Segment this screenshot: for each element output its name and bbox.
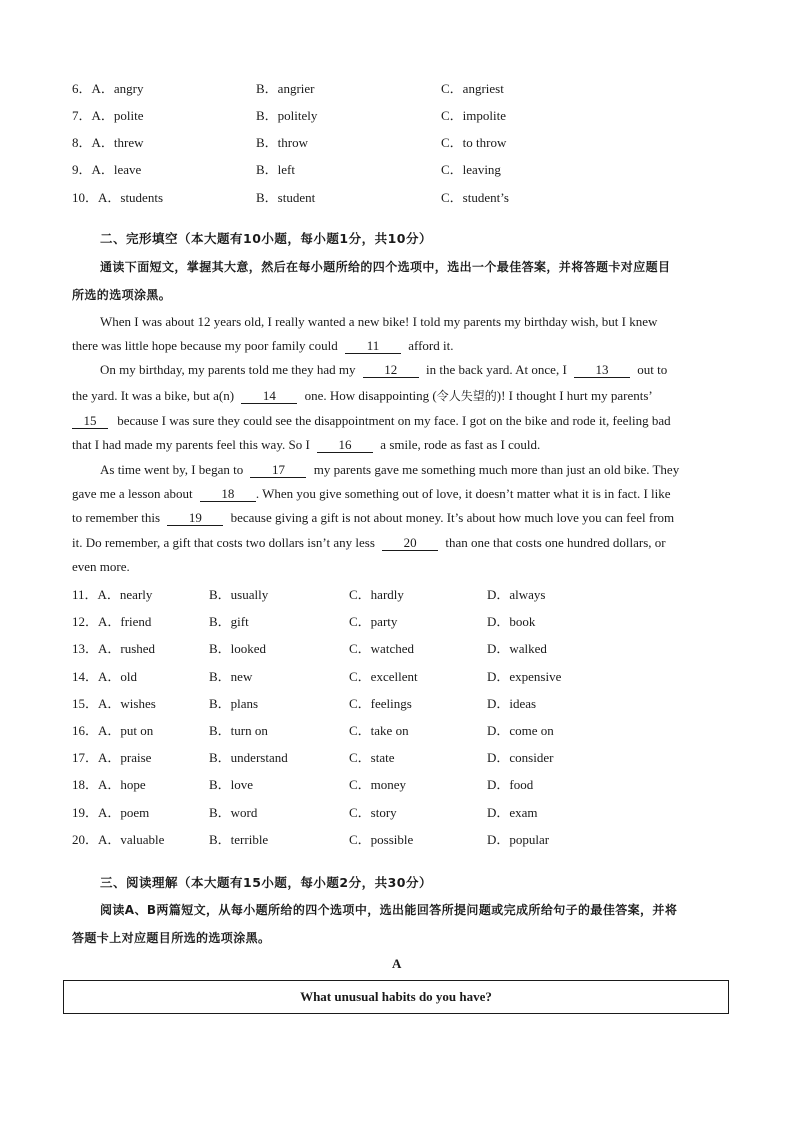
- q19-option-d: D．exam: [487, 804, 538, 820]
- q11-option-a: 11．A．nearly: [72, 587, 153, 602]
- q12-option-a: 12．A．friend: [72, 614, 152, 630]
- q17-option-d: D．consider: [487, 750, 554, 766]
- q20-option-c: C．possible: [349, 831, 414, 847]
- q14-option-d: D．expensive: [487, 668, 562, 684]
- q14-option-a: 14．A．old: [72, 668, 138, 684]
- blank-14: 14: [241, 389, 297, 404]
- q17-option-c: C．state: [349, 750, 395, 766]
- blank-13: 13: [574, 363, 630, 378]
- blank-12: 12: [363, 363, 419, 378]
- q11-option-b: B．usually: [209, 587, 269, 602]
- section-3-instruction-line-2: 答题卡上对应题目所选的选项涂黑。: [72, 931, 271, 945]
- passage-line: [100, 462, 679, 478]
- q18-option-c: C．money: [349, 777, 407, 793]
- q18-option-d: D．food: [487, 777, 534, 793]
- q12-option-b: B．gift: [209, 614, 249, 630]
- q7-option-b: B．politely: [256, 108, 318, 123]
- passage-line: [72, 510, 674, 526]
- passage-text: afford it.: [408, 338, 454, 353]
- passage-line: [100, 362, 667, 378]
- q7-option-a: 7．A．polite: [72, 108, 144, 123]
- passage-text: gave me a lesson about: [72, 486, 193, 501]
- q20-option-a: 20．A．valuable: [72, 831, 165, 847]
- passage-text: in the back yard. At once, I: [426, 362, 567, 377]
- passage-text: there was little hope because my poor family could: [72, 338, 338, 353]
- passage-line: [72, 486, 671, 502]
- passage-line: [72, 338, 453, 354]
- passage-text: my parents gave me something much more than just an old bike. They: [313, 462, 680, 477]
- passage-text: )! I thought I hurt my parents’: [496, 388, 653, 403]
- passage-text: As time went by, I began to: [100, 462, 244, 477]
- q9-option-c: C．leaving: [441, 162, 501, 177]
- passage-text: than one that costs one hundred dollars, or: [445, 535, 666, 550]
- passage-a-title-box: [63, 980, 729, 1014]
- q10-option-a: 10．A．students: [72, 190, 164, 205]
- q16-option-b: B．turn on: [209, 723, 268, 738]
- q13-option-d: D．walked: [487, 641, 547, 657]
- q15-option-a: 15．A．wishes: [72, 695, 156, 711]
- passage-line: When I was about 12 years old, I really wanted a new bike! I told my parents my birthday wish, but I knew: [100, 314, 658, 329]
- blank-20: 20: [382, 536, 438, 551]
- passage-text: one. How disappointing (: [304, 388, 437, 403]
- q15-option-d: D．ideas: [487, 695, 537, 711]
- passage-text: that I had made my parents feel this way. So I: [72, 437, 310, 452]
- q20-option-b: B．terrible: [209, 831, 269, 847]
- q20-option-d: D．popular: [487, 831, 550, 847]
- passage-line: [72, 535, 666, 551]
- q6-option-c: C．angriest: [441, 81, 504, 96]
- q17-option-b: B．understand: [209, 750, 288, 766]
- passage-text: to remember this: [72, 510, 161, 525]
- q7-option-c: C．impolite: [441, 108, 507, 123]
- passage-text: the yard. It was a bike, but a(n): [72, 388, 235, 403]
- q17-option-a: 17．A．praise: [72, 750, 152, 766]
- q8-option-b: B．throw: [256, 135, 309, 150]
- q19-option-b: B．word: [209, 804, 258, 820]
- passage-text: because I was sure they could see the disappointment on my face. I got on the bike and rode it, feeling bad: [117, 413, 671, 428]
- q16-option-c: C．take on: [349, 723, 409, 738]
- section-2-instruction-line-1: 通读下面短文，掌握其大意，然后在每小题所给的四个选项中，选出一个最佳答案，并将答题卡对应题目: [100, 260, 671, 274]
- passage-text: out to: [637, 362, 668, 377]
- blank-19: 19: [167, 511, 223, 526]
- q16-option-d: D．come on: [487, 723, 554, 738]
- passage-text: because giving a gift is not about money. It’s about how much love you can feel from: [230, 510, 675, 525]
- q9-option-b: B．left: [256, 162, 295, 177]
- q11-option-d: D．always: [487, 587, 546, 602]
- blank-18: 18: [200, 487, 256, 502]
- passage-text: it. Do remember, a gift that costs two dollars isn’t any less: [72, 535, 375, 550]
- q19-option-c: C．story: [349, 804, 397, 820]
- section-2-title: 二、完形填空（本大题有10小题，每小题1分，共10分）: [100, 231, 432, 246]
- q15-option-b: B．plans: [209, 695, 259, 711]
- q13-option-c: C．watched: [349, 641, 414, 657]
- q12-option-d: D．book: [487, 614, 536, 630]
- passage-a-label: A: [392, 956, 402, 971]
- section-3-title: 三、阅读理解（本大题有15小题，每小题2分，共30分）: [100, 875, 432, 890]
- passage-line: [72, 413, 671, 429]
- q13-option-b: B．looked: [209, 641, 267, 657]
- q10-option-b: B．student: [256, 190, 316, 205]
- q6-option-b: B．angrier: [256, 81, 315, 96]
- passage-a-title: What unusual habits do you have?: [300, 989, 492, 1004]
- section-2-instruction-line-2: 所选的选项涂黑。: [72, 288, 172, 302]
- q8-option-c: C．to throw: [441, 135, 507, 150]
- passage-text: a smile, rode as fast as I could.: [380, 437, 541, 452]
- passage-line: even more.: [72, 559, 130, 574]
- passage-line: [72, 387, 653, 404]
- q18-option-b: B．love: [209, 777, 254, 793]
- section-3-instruction-line-1: 阅读A、B两篇短文，从每小题所给的四个选项中，选出能回答所提问题或完成所给句子的最佳答案，并将: [100, 903, 678, 917]
- q14-option-b: B．new: [209, 668, 253, 684]
- q18-option-a: 18．A．hope: [72, 777, 146, 793]
- blank-15: 15: [72, 414, 108, 429]
- blank-11: 11: [345, 339, 401, 354]
- q19-option-a: 19．A．poem: [72, 804, 150, 820]
- blank-17: 17: [250, 463, 306, 478]
- passage-text: On my birthday, my parents told me they had my: [100, 362, 356, 377]
- passage-text: . When you give something out of love, it doesn’t matter what it is in fact. I like: [255, 486, 671, 501]
- q6-option-a: 6．A．angry: [72, 81, 144, 96]
- q8-option-a: 8．A．threw: [72, 135, 144, 150]
- chinese-gloss: 令人失望的: [436, 389, 497, 403]
- q10-option-c: C．student’s: [441, 190, 509, 205]
- q13-option-a: 13．A．rushed: [72, 641, 156, 657]
- q15-option-c: C．feelings: [349, 695, 412, 711]
- q11-option-c: C．hardly: [349, 587, 404, 602]
- q12-option-c: C．party: [349, 614, 398, 630]
- q14-option-c: C．excellent: [349, 668, 418, 684]
- passage-line: [72, 437, 540, 453]
- q16-option-a: 16．A．put on: [72, 723, 154, 738]
- blank-16: 16: [317, 438, 373, 453]
- q9-option-a: 9．A．leave: [72, 162, 142, 177]
